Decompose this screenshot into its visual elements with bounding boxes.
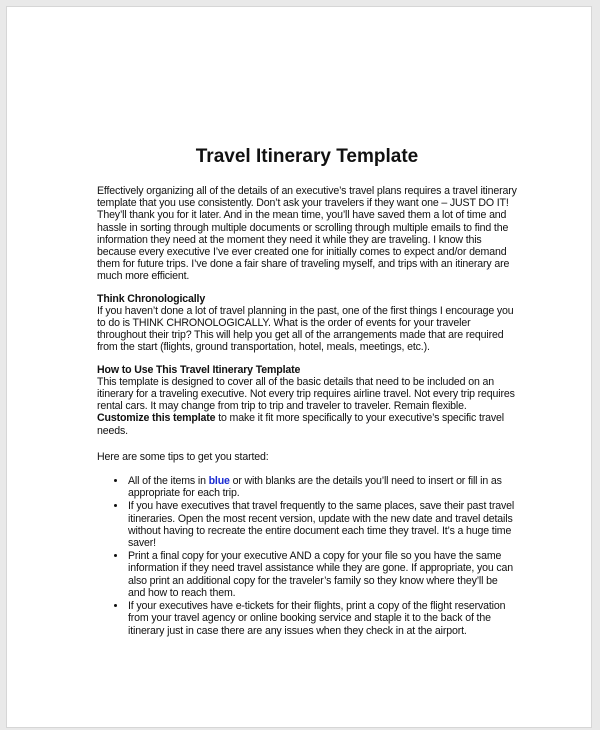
- section-body-how-to-use: This template is designed to cover all of the basic details that need to be included on an itinerary for a traveling executive. Not every trip requires airline travel. Not every trip requires rental cars. It may change from trip to trip and traveler to traveler. Remain flexible. Customize this template to make it fit more specifically to your executive’s specific travel needs.: [97, 375, 515, 437]
- list-item: • All of the items in blue or with blanks are the details you’ll need to insert or fill in as appropriate for each trip.: [127, 475, 517, 499]
- list-item: • If you have executives that travel frequently to the same places, save their past travel itineraries. Open the most recent version, update with the new date and travel details without having to recreate the entire document each time they travel. It’s a huge time saver!: [127, 500, 517, 549]
- document-page: [6, 6, 592, 728]
- tips-intro: Here are some tips to get you started:: [97, 450, 269, 463]
- tips-list: [97, 475, 517, 637]
- page-title: Travel Itinerary Template: [195, 146, 419, 167]
- section-body-chronological: If you haven’t done a lot of travel planning in the past, one of the first things I encourage you to do is THINK CHRONOLOGICALLY. What is the order of events for your traveler throughout their trip? This will help you get all of the arrangements made that are required from the start (flights, ground transportation, hotel, meals, meetings, etc.).: [97, 304, 514, 354]
- list-item: • Print a final copy for your executive AND a copy for your file so you have the same information if they need travel assistance while they are gone. If appropriate, you can also print an additional copy for the traveler’s family so they know where they’ll be and how to reach them.: [127, 550, 517, 599]
- document-content: [97, 145, 517, 638]
- customize-emphasis: Customize this template: [97, 412, 216, 425]
- section-heading-how-to-use: How to Use This Travel Itinerary Template: [97, 363, 301, 376]
- section-heading-chronological: Think Chronologically: [97, 292, 206, 305]
- blue-highlight: blue: [208, 475, 230, 488]
- list-item: • If your executives have e-tickets for their flights, print a copy of the flight reservation from your travel agency or online booking service and staple it to the back of the itinerary just in case there are any issues when they check in at the airport.: [127, 600, 517, 637]
- intro-paragraph: Effectively organizing all of the details of an executive’s travel plans requires a travel itinerary template that you use consistently. Don’t ask your travelers if they want one – JUST DO IT! They’ll thank you for it later. And in the mean time, you’ll have saved them a lot of time and hassle in sorting through multiple documents or scrolling through multiple emails to find the information they need at the moment they need it while they are traveling. I know this because every executive I’ve ever created one for initially comes to expect and/or demand them for future trips. I’ve done a fair share of traveling myself, and trips with an itinerary are much more efficient.: [97, 185, 517, 283]
